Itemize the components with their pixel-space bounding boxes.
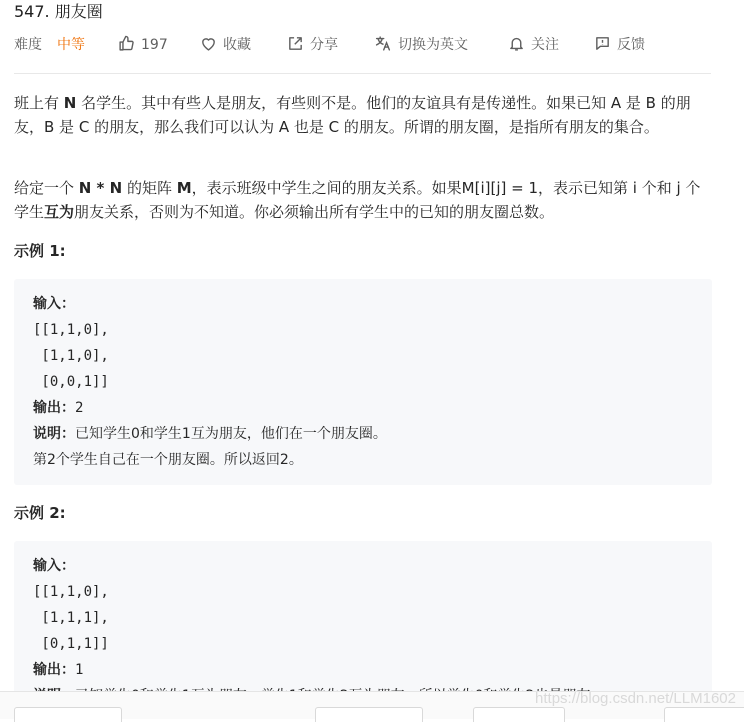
example-1-input-label-line [33, 291, 692, 317]
description-paragraph-1 [14, 91, 714, 139]
watermark-text: https://blog.csdn.net/LLM1602 [535, 690, 736, 707]
desc-bold: N * N [78, 179, 123, 197]
share-icon [287, 35, 304, 52]
example-2-input-line: [[1,1,0], [33, 584, 109, 600]
desc-text: 朋友关系，否则为不知道。你必须输出所有学生中的已知的朋友圈总数。 [74, 203, 555, 221]
desc-text: 班上有 [14, 94, 64, 112]
example-1-input-line: [[1,1,0], [33, 322, 109, 338]
share-label: 分享 [310, 37, 338, 53]
input-label: 输入： [33, 558, 75, 574]
output-value: 1 [75, 662, 84, 678]
example-1-heading: 示例 1: [14, 242, 66, 260]
problem-meta-bar [14, 34, 734, 56]
example-1-block [14, 279, 712, 485]
favorite-button[interactable] [200, 34, 251, 56]
example-1-explain-line-2: 第2个学生自己在一个朋友圈。所以返回2。 [33, 452, 303, 468]
translate-icon [374, 35, 392, 52]
example-2-output-line [33, 657, 692, 683]
translate-label: 切换为英文 [398, 37, 468, 53]
example-2-input-line: [1,1,1], [33, 610, 109, 626]
explain-label: 说明： [33, 426, 75, 442]
desc-bold: 互为 [44, 203, 75, 221]
problem-title: 547. 朋友圈 [14, 2, 103, 21]
difficulty-badge: 中等 [57, 37, 85, 53]
toolbar-button[interactable] [315, 707, 423, 722]
example-2-input-label-line [33, 553, 692, 579]
example-2-block [14, 541, 712, 701]
desc-text: ，表示班级中学生之间的朋友关系。如果M[i][j] = 1，表示已知第 i 个和 j 个学生 [14, 179, 701, 221]
desc-text: 的矩阵 [122, 179, 177, 197]
input-label: 输入： [33, 296, 75, 312]
toolbar-button[interactable] [664, 707, 744, 722]
follow-button[interactable] [508, 34, 559, 56]
feedback-button[interactable] [594, 34, 645, 56]
description-paragraph-2 [14, 176, 714, 224]
output-label: 输出： [33, 400, 75, 416]
explain-text: 已知学生0和学生1互为朋友，他们在一个朋友圈。 [75, 426, 387, 442]
bell-icon [508, 35, 525, 52]
example-2-heading: 示例 2: [14, 504, 66, 522]
follow-label: 关注 [531, 37, 559, 53]
thumbs-up-icon [118, 35, 135, 52]
header-divider [14, 73, 711, 74]
feedback-label: 反馈 [617, 37, 645, 53]
desc-bold: N [63, 94, 77, 112]
favorite-label: 收藏 [223, 37, 251, 53]
toolbar-button[interactable] [473, 707, 565, 722]
feedback-icon [594, 35, 611, 52]
like-button[interactable] [118, 34, 168, 56]
toolbar-button[interactable] [14, 707, 122, 722]
example-1-explain-line [33, 421, 692, 447]
difficulty-label: 难度 [14, 37, 42, 53]
share-button[interactable] [287, 34, 338, 56]
desc-text: 给定一个 [14, 179, 79, 197]
output-label: 输出： [33, 662, 75, 678]
desc-bold: M [176, 179, 192, 197]
example-1-input-line: [1,1,0], [33, 348, 109, 364]
heart-icon [200, 35, 217, 52]
output-value: 2 [75, 400, 84, 416]
translate-button[interactable] [374, 34, 468, 56]
example-2-input-line: [0,1,1]] [33, 636, 109, 652]
example-1-output-line [33, 395, 692, 421]
example-1-input-line: [0,0,1]] [33, 374, 109, 390]
desc-text: 名学生。其中有些人是朋友，有些则不是。他们的友谊具有是传递性。如果已知 A 是 B 的朋友，B 是 C 的朋友，那么我们可以认为 A 也是 C 的朋友。所谓的朋友圈，是指所有朋友的集合。 [14, 94, 691, 136]
like-count: 197 [141, 37, 168, 53]
